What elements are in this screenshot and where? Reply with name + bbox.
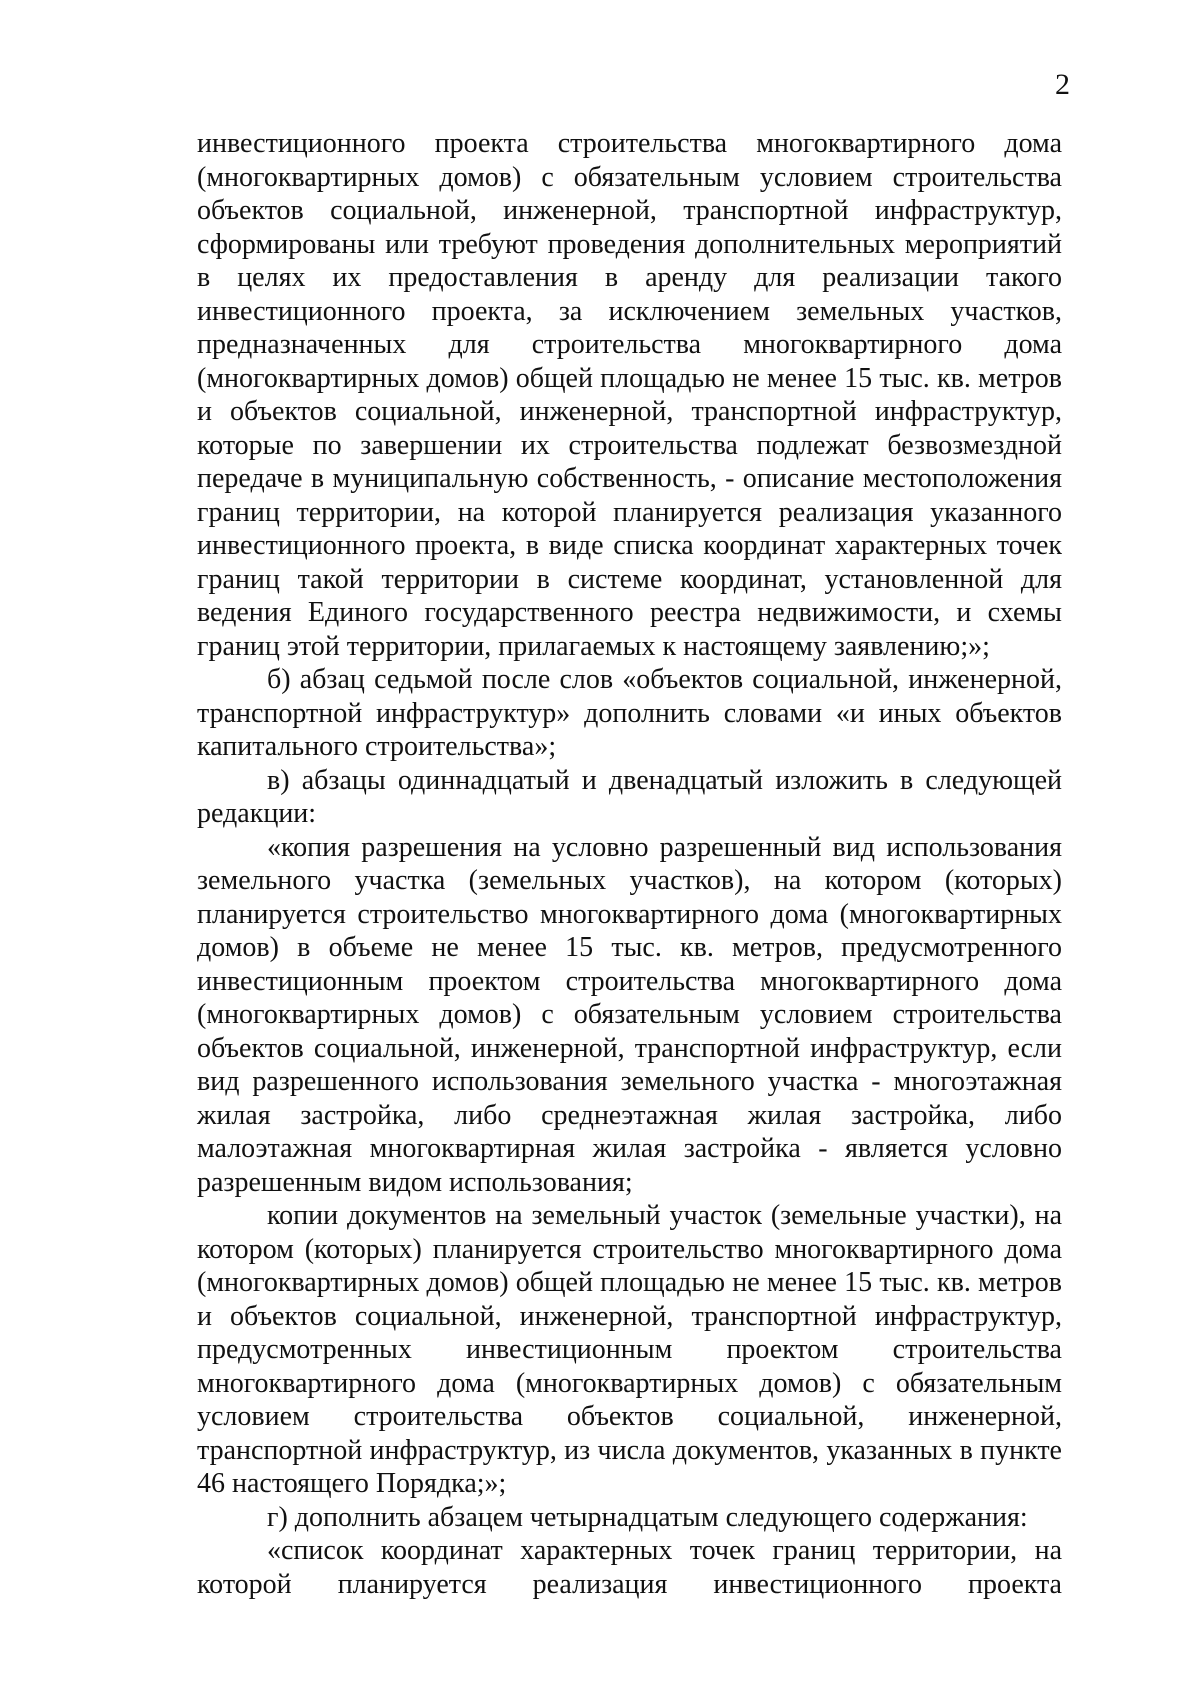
paragraph-item-g: г) дополнить абзацем четырнадцатым следующего содержания: [267,1501,1028,1533]
document-body [197,127,1062,1601]
paragraph-item-b: б) абзац седьмой после слов «объектов социальной, инженерной, транспортной инфраструктур» дополнить словами «и иных объектов капитального строительства»; [197,664,1062,762]
page-number: 2 [1055,68,1070,101]
paragraph-land-documents: копии документов на земельный участок (земельные участки), на котором (которых) планируется строительство многоквартирного дома (многоквартирных домов) общей площадью не менее 15 тыс. кв. метров и объектов социальной, инженерной, транспортной инфраструктур, предусмотренных инвестиционным проектом строительства многоквартирного дома (многоквартирных домов) с обязательным условием строительства объектов социальной, инженерной, транспортной инфраструктур, из числа документов, указанных в пункте 46 настоящего Порядка;»; [197,1200,1062,1499]
paragraph-item-v: в) абзацы одиннадцатый и двенадцатый изложить в следующей редакции: [197,764,1062,829]
paragraph-continuation: инвестиционного проекта строительства многоквартирного дома (многоквартирных домов) с обязательным условием строительства объектов социальной, инженерной, транспортной инфраструктур, сформированы или требуют проведения дополнительных мероприятий в целях их предоставления в аренду для реализации такого инвестиционного проекта, за исключением земельных участков, предназначенных для строительства многоквартирного дома (многоквартирных домов) общей площадью не менее 15 тыс. кв. метров и объектов социальной, инженерной, транспортной инфраструктур, которые по завершении их строительства подлежат безвозмездной передаче в муниципальную собственность, - описание местоположения границ территории, на которой планируется реализация указанного инвестиционного проекта, в виде списка координат характерных точек границ такой территории в системе координат, установленной для ведения Единого государственного реестра недвижимости, и схемы границ этой территории, прилагаемых к настоящему заявлению;»; [197,128,1062,662]
paragraph-quote-permit-copy: «копия разрешения на условно разрешенный вид использования земельного участка (земельных участков), на котором (которых) планируется строительство многоквартирного дома (многоквартирных домов) в объеме не менее 15 тыс. кв. метров, предусмотренного инвестиционным проектом строительства многоквартирного дома (многоквартирных домов) с обязательным условием строительства объектов социальной, инженерной, транспортной инфраструктур, если вид разрешенного использования земельного участка - многоэтажная жилая застройка, либо среднеэтажная жилая застройка, либо малоэтажная многоквартирная жилая застройка - является условно разрешенным видом использования; [197,831,1062,1198]
paragraph-quote-coordinates: «список координат характерных точек границ территории, на которой планируется реализация инвестиционного проекта [197,1535,1062,1600]
